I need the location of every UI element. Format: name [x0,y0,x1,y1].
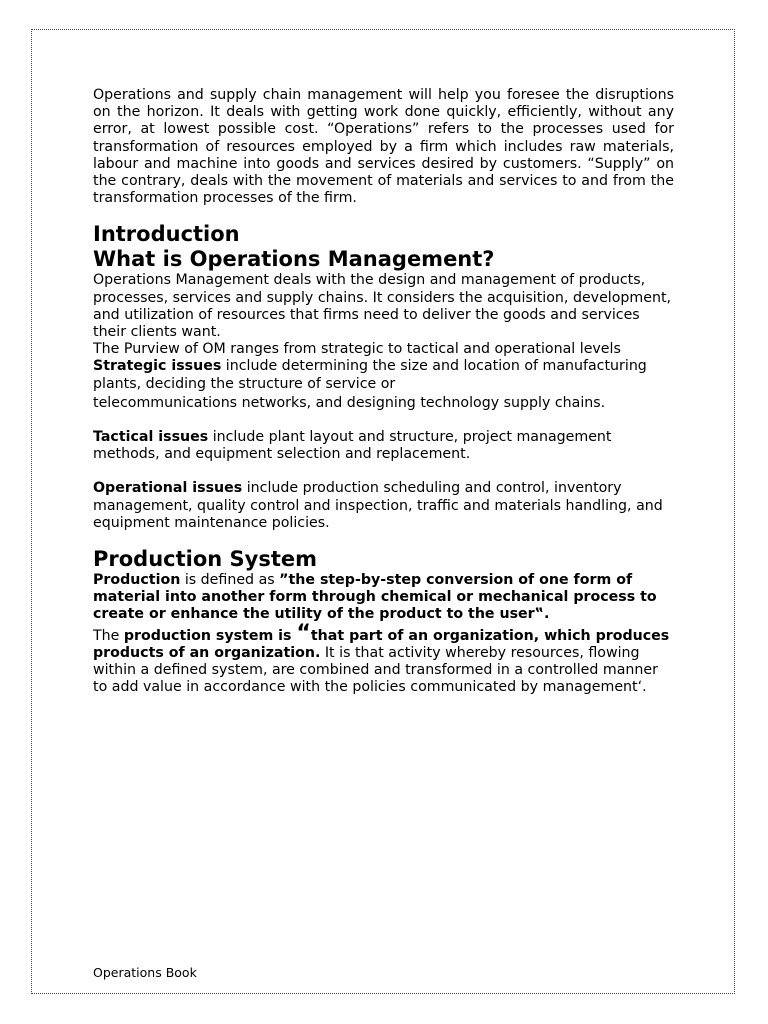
strategic-issues-text: include determining the size and location of manufacturing plants, deciding the structure of service or [93,358,647,392]
production-system-text: It is that activity whereby resources, flowing within a defined system, are combined and transformed in a controlled manner to add value in accordance with the policies communicated by management‘. [93,644,658,696]
introduction-heading: Introduction [93,222,240,247]
om-purview-line: The Purview of OM ranges from strategic to tactical and operational levels [93,341,621,358]
page-footer: Operations Book [93,965,197,980]
strategic-issues-continuation: telecommunications networks, and designing technology supply chains. [93,394,606,411]
production-defined-as: is defined as [180,572,280,589]
tactical-issues-text: include plant layout and structure, project management methods, and equipment selection and replacement. [93,429,612,463]
operations-management-heading: What is Operations Management? [93,247,495,272]
strategic-issues-label: Strategic issues [93,358,222,375]
production-system-paragraph [93,620,674,697]
production-system-quote-mark: “ [296,620,311,646]
operational-issues-text: include production scheduling and control, inventory management, quality control and inspection, traffic and materials handling, and equipment maintenance policies. [93,480,663,531]
om-definition-paragraph: Operations Management deals with the design and management of products, processes, services and supply chains. It considers the acquisition, development, and utilization of resources that firms need to deliver the goods and services their clients want. [93,272,672,341]
production-definition-paragraph [93,572,674,624]
operational-issues-label: Operational issues [93,480,243,497]
tactical-issues-label: Tactical issues [93,429,209,446]
tactical-issues-paragraph [93,429,674,463]
production-system-the: The [93,627,124,644]
intro-paragraph: Operations and supply chain management will help you foresee the disruptions on the horizon. It deals with getting work done quickly, efficiently, without any error, at lowest possible cost. “Operations” refers to the processes used for transformation of resources employed by a firm which includes raw materials, labour and machine into goods and services desired by customers. “Supply” on the contrary, deals with the movement of materials and services to and from the transformation processes of the firm. [93,87,674,207]
operational-issues-paragraph [93,480,674,532]
document-body [93,87,674,696]
strategic-issues-paragraph [93,358,674,392]
production-definition: ”the step-by-step conversion of one form of material into another form through chemical or mechanical process to create or enhance the utility of the product to the user‟. [93,572,657,623]
production-system-label: production system is [123,627,297,644]
production-label: Production [93,572,181,589]
production-system-heading: Production System [93,547,318,572]
production-system-definition: that part of an organization, which produces products of an organization. [93,627,670,661]
